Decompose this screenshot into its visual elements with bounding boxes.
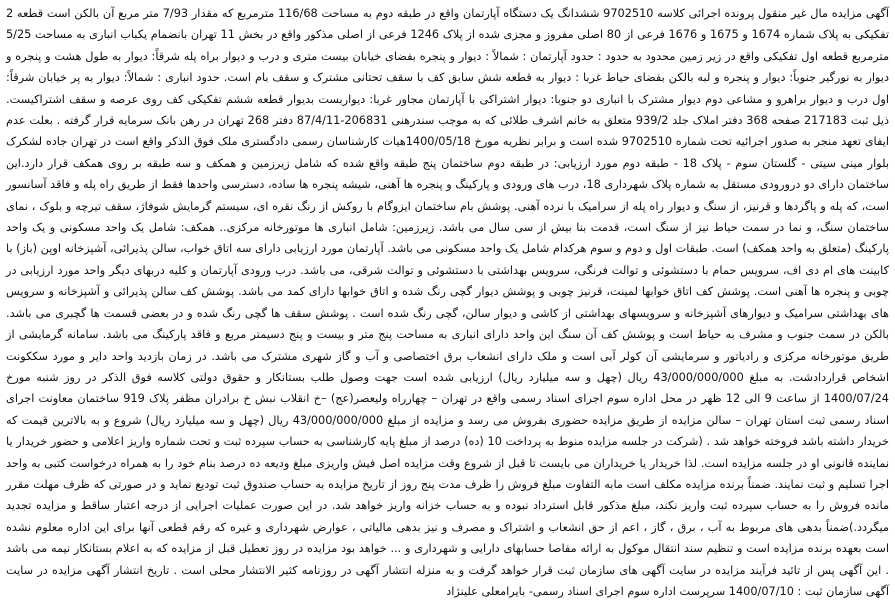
notice-body-text: آگهی مزایده مال غیر منقول پرونده اجرائی کلاسه 9702510 ششدانگ یک دستگاه آپارتمان واقع در طبقه دوم به مساحت 116/68 مترمربع که مقدار 7/93 متر مربع آن بالکن است قطعه 2 تفکیکی به پلاک شماره 1674 و 1675 و 1676 فرعی از 80 اصلی مفروز و مجزی شده از پلاک 1246 فرعی از اصلی مذکور واقع در بخش 11 تهران بانضمام یکباب انباری به مساحت 5/25 مترمربع قطعه اول تفکیکی واقع در زیر زمین محدود به حدود : حدود آپارتمان : شمالاً : دیوار و پنجره بفضای خیابان بیست متری و درب و دیوار براه پله شرقاً: دیوار به طول هشت و پنجره و دیوار به نورگیر جنوباً: دیوار و پنجره و لبه بالکن بفضای حیاط غربا : دیوار به قطعه شش سابق کف با سقف تحتانی مشترک و سقف بام است. حدود انباری : شمالاً: دیوار به پر خیابان شرقاً: اول درب و دیوار براهرو و مشاعی دوم دیوار مشترک با انباری دو جنوبا: دیوار اشتراکی با آپارتمان مجاور غربا: دیواربست بدیوار قطعه ششم تفکیکی کف روی عرصه و سقف اشتراکیست. ذیل ثبت 217183 صفحه 368 دفتر املاک جلد 939/2 متعلق به خانم اشرف طلائی که به موجب سندرهنی 206831-87/4/11 دفتر 268 تهران در رهن بانک سرمایه قرار گرفته . بعلت عدم ایفای تعهد منجر به صدور اجرائیه تحت شماره 9702510 شده است و برابر نظریه مورخ 1400/05/18هیات کارشناسان رسمی دادگستری ملک فوق الذکر واقع است در تهران جاده لشکرک بلوار مینی سیتی - گلستان سوم - پلاک 18 - طبقه دوم مورد ارزیابی: در طبقه دوم ساختمان پنج طبقه واقع شده که شامل زیرزمین و همکف و سه طبقه بر روی همکف قرار دارد.این ساختمان دارای دو درورودی مستقل به شماره پلاک شهرداری 18، درب های ورودی و پارکینگ و پنجره ها آهنی، شیشه پنجره ها ساده، دسترسی واحدها فقط از طریق راه پله و فاقد آسانسور است، که پله و پاگردها و قرنیز، از سنگ و دیوار راه پله از سرامیک با نرده آهنی. پوشش بام ساختمان ایزوگام با روکش از رنگ نقره ای، سیستم گرمایش شوفاژ، سقف تیرچه و بلوک ، نمای ساختمان سنگ، و نما در سمت حیاط نیز از سنگ است، قدمت بنا بیش از سی سال می باشد. زیرزمین: شامل انباری ها موتورخانه مرکزی.. همکف: شامل یک واحد مسکونی و یک واحد پارکینگ (متعلق به واحد همکف) است. طبقات اول و دوم و سوم هرکدام شامل یک واحد مسکونی می باشد. آپارتمان مورد ارزیابی دارای سه اتاق خواب، سالن پذیرائی، آشپزخانه اوپن (باز) با کابینت های ام دی اف، سرویس حمام با دستشوئی و توالت فرنگی، سرویس بهداشتی با دستشوئی و توالت شرقی، می باشد. درب ورودی آپارتمان و کلیه دربهای دیگر واحد مورد ارزیابی در چوبی و پنجره ها آهنی است. پوشش کف اتاق خوابها لمینت، قرنیز چوبی و پوشش دیوار گچی رنگ شده و اتاق خوابها دارای کمد می باشد. پوشش کف سالن پذیرائی و آشپزخانه و سرویس های بهداشتی سرامیک و دیوارهای آشپزخانه و سرویسهای بهداشتی از کاشی و دیوار سالن، گچی رنگ شده است . پوشش سقف ها گچی رنگ شده و در بعضی قسمت ها گچبری می باشد. بالکن در سمت جنوب و مشرف به حیاط است و پوشش کف آن سنگ این واحد دارای انباری به مساحت پنج متر و بیست و پنج دسیمتر مربع و فاقد پارکینگ می باشد. سامانه گرمایشی از طریق موتورخانه مرکزی و رادیاتور و سرمایشی آن کولر آبی است و ملک دارای انشعاب برق اختصاصی و آب و گاز شهری مشترک می باشد. در زمان بازدید واحد دایر و مورد سککونت اشخاص قراردادشت. به مبلغ 43/000/000/000 ریال (چهل و سه میلیارد ریال) ارزیابی شده است جهت وصول طلب بستانکار و حقوق دولتی کلاسه فوق الذکر در روز شنبه مورخ 1400/07/24 از ساعت 9 الی 12 ظهر در محل اداره سوم اجرای اسناد رسمی واقع در تهران – چهارراه ولیعصر(عج) –خ انقلاب نبش خ برادران مظفر پلاک 919 ساختمان معاونت اجرای اسناد رسمی ثبت استان تهران – سالن مزایده از طریق مزایده حضوری بفروش می رسد و مزایده از مبلغ 43/000/000/000 ریال (چهل و سه میلیارد ریال) شروع و به بالاترین قیمت که خریدار داشته باشد فروخته خواهد شد . (شرکت در جلسه مزایده منوط به پرداخت 10 (ده) درصد از مبلغ پایه کارشناسی به حساب سپرده ثبت و تحت شماره واریز اعلامی و حضور خریدار یا نماینده قانونی او در جلسه مزایده است. لذا خریدار یا خریداران می بایست تا قبل از شروع وقت مزایده اصل فیش واریزی مبلغ ودیعه ده درصد بنام خود را به همراه درخواست کتبی به واحد اجرا تسلیم و ثبت نمایند. ضمناً برنده مزایده مکلف است مابه التفاوت مبلغ فروش را ظرف مدت پنج روز از تاریخ مزایده به حساب صندوق ثبت تودیع نماید و در صورتی که ظرف مهلت مقرر مانده فروش را به حساب سپرده ثبت واریز نکند، مبلغ مذکور قابل استرداد نبوده و به حساب خزانه واریز خواهد شد. در این صورت عملیات اجرایی از درجه اعتبار ساقط و مزایده تجدید میگردد.)ضمناً بدهی های مربوط به آب ، برق ، گاز ، اعم از حق انشعاب و اشتراک و مصرف و نیز بدهی مالیاتی ، عوارض شهرداری و غیره که رقم قطعی آنها برای این اداره معلوم نشده است بعهده برنده مزایده است و تنظیم سند انتقال موکول به ارائه مفاصا حسابهای دارایی و شهرداری و ... خواهد بود مزایده در روز تعطیل قبل از مزایده که به اعلام بستانکار نیمه می باشد . این آگهی پس از تائید فرآیند مزایده در سایت آگهی های سازمان ثبت قرار خواهد گرفت و به منزله انتشار آگهی در روزنامه کثیر الانتشار محلی است . تاریخ انتشار آگهی مزایده در سایت آگهی سازمان ثبت : 1400/07/10 سرپرست اداره سوم اجرای اسناد رسمی- بایرامعلی علینژاد — [6, 7, 890, 598]
